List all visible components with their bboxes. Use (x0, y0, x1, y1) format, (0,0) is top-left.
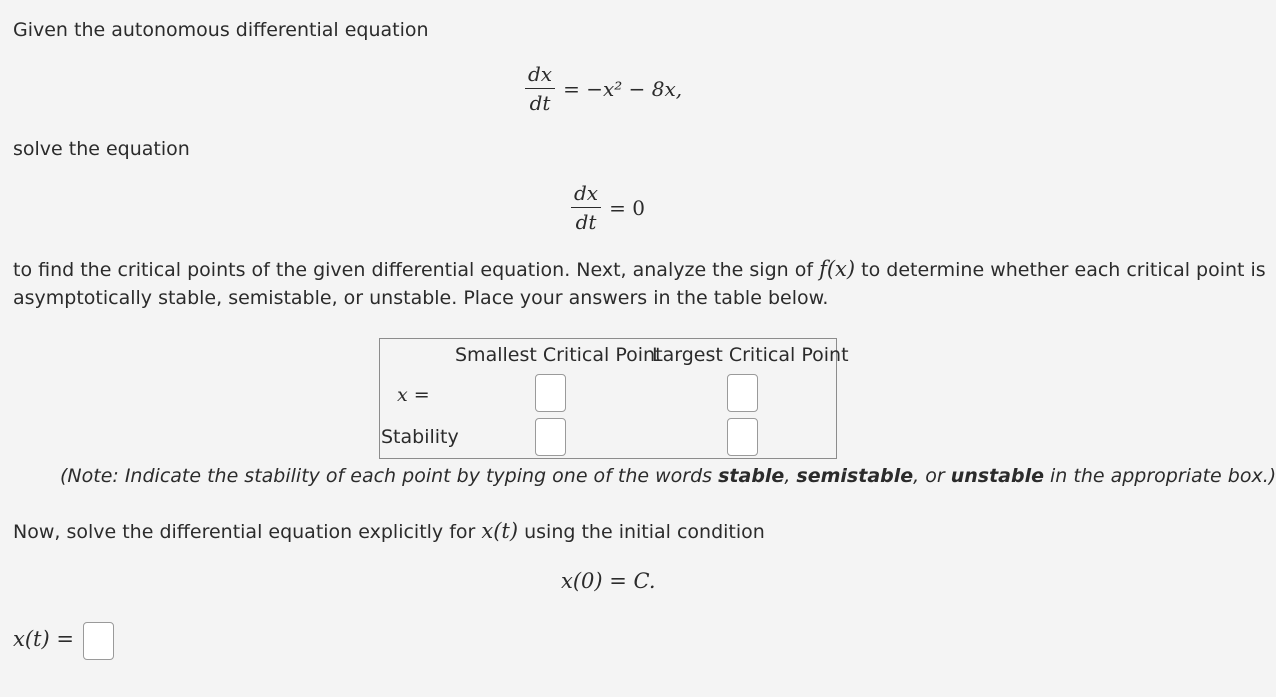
row-label-stability: Stability (381, 426, 459, 448)
note-word-semistable: semistable (796, 465, 914, 487)
solve-text: solve the equation (13, 138, 190, 160)
intro-text: Given the autonomous differential equation (13, 19, 429, 41)
paragraph-line1-after: to determine whether each critical point is (861, 259, 1266, 281)
eq1-numerator: dx (525, 62, 555, 89)
eq1-denominator: dt (529, 91, 551, 115)
equation-2 (571, 181, 645, 234)
explicit-text (13, 519, 765, 543)
largest-stability-input[interactable] (727, 418, 758, 456)
eq1-fraction (525, 62, 555, 115)
equation-1 (525, 62, 682, 115)
largest-point-input[interactable] (727, 374, 758, 412)
note-sep-1: , (784, 465, 791, 487)
paragraph-line1-before: to find the critical points of the given differential equation. Next, analyze the sign of (13, 259, 814, 281)
eq1-rhs: = −x² − 8x, (563, 76, 683, 101)
note-prefix: (Note: Indicate the stability of each point by typing one of the words (60, 465, 713, 487)
smallest-point-input[interactable] (535, 374, 566, 412)
row-label-x: x = (397, 384, 430, 406)
eq2-rhs: = 0 (609, 195, 645, 220)
xt-answer-input[interactable] (83, 622, 114, 660)
note-suffix: in the appropriate box.) (1050, 465, 1276, 487)
explicit-after: using the initial condition (524, 521, 765, 543)
note-word-unstable: unstable (950, 465, 1044, 487)
answer-label: x(t) = (13, 627, 74, 651)
eq2-fraction (571, 181, 601, 234)
fx-expression: f(x) (819, 257, 856, 281)
col-header-smallest: Smallest Critical Point (455, 344, 663, 366)
paragraph-line-1 (13, 257, 1266, 281)
note-sep-2: , or (913, 465, 945, 487)
paragraph-line-2: asymptotically stable, semistable, or unstable. Place your answers in the table below. (13, 287, 829, 309)
stability-note (60, 465, 1276, 487)
smallest-stability-input[interactable] (535, 418, 566, 456)
col-header-largest: Largest Critical Point (652, 344, 849, 366)
initial-condition: x(0) = C. (561, 569, 656, 593)
xt-expression: x(t) (481, 519, 519, 543)
explicit-before: Now, solve the differential equation explicitly for (13, 521, 476, 543)
note-word-stable: stable (718, 465, 785, 487)
eq2-numerator: dx (571, 181, 601, 208)
eq2-denominator: dt (575, 210, 597, 234)
